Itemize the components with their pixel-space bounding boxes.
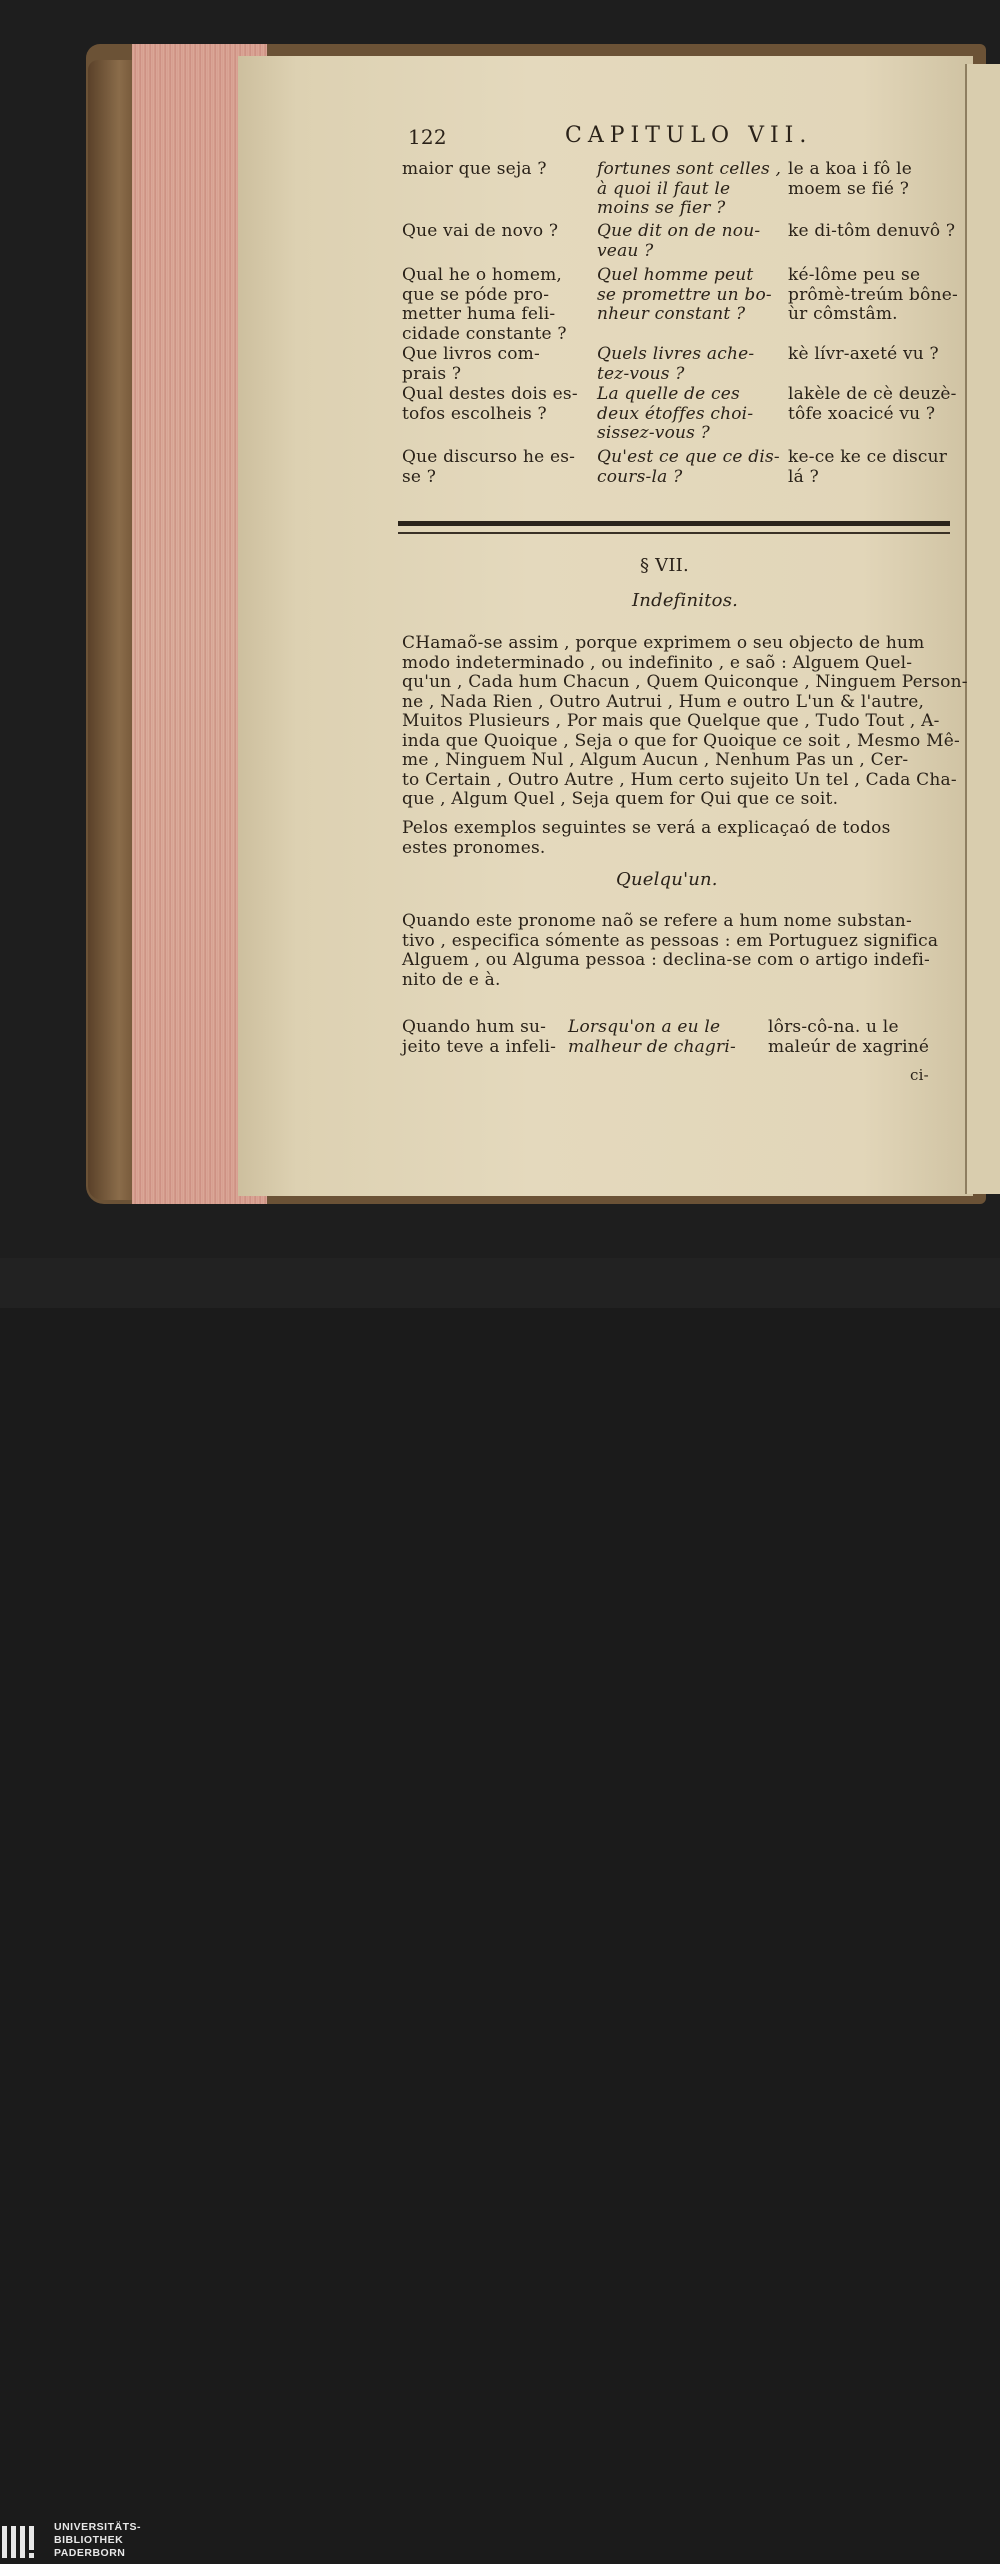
portuguese-cell: se ? — [402, 466, 437, 487]
french-cell: tez-vous ? — [597, 363, 685, 384]
pronunciation-cell: lá ? — [788, 466, 819, 487]
chapter-heading: CAPITULO VII. — [565, 123, 813, 148]
pronunciation-cell: ké-lôme peu se — [788, 265, 921, 285]
portuguese-cell: metter huma feli- — [402, 304, 556, 324]
library-footer — [0, 1258, 1000, 2559]
portuguese-cell: Qual destes dois es- — [402, 384, 578, 404]
french-cell: à quoi il faut le — [597, 178, 731, 199]
pronunciation-cell: ke di-tôm denuvô ? — [788, 221, 956, 241]
french-cell: Que dit on de nou- — [597, 221, 761, 241]
paragraph-line: estes pronomes. — [402, 837, 546, 858]
french-cell: Qu'est ce que ce dis- — [597, 447, 780, 467]
french-cell: nheur constant ? — [597, 304, 746, 324]
french-cell: cours-la ? — [597, 466, 683, 487]
subheading: Quelqu'un. — [616, 869, 718, 890]
library-name-line1: UNIVERSITÄTS- — [54, 2521, 142, 2533]
portuguese-cell: Que discurso he es- — [402, 447, 576, 467]
paragraph-line: Muitos Plusieurs , Por mais que Quelque que , Tudo Tout , A- — [402, 711, 940, 731]
facing-page-edge — [965, 64, 1000, 1194]
paragraph-line: Quando este pronome naõ se refere a hum nome substan- — [402, 911, 912, 931]
paragraph-line: tivo , especifica sómente as pessoas : em Portuguez significa — [402, 930, 939, 951]
library-logo-icon — [0, 2520, 46, 2564]
paragraph-line: inda que Quoique , Seja o que for Quoique ce soit , Mesmo Mê- — [402, 730, 960, 751]
paragraph-line: que , Algum Quel , Seja quem for Qui que ce soit. — [402, 789, 839, 809]
pronunciation-cell: ke-ce ke ce discur — [788, 447, 948, 467]
portuguese-cell: Quando hum su- — [402, 1017, 547, 1037]
portuguese-cell: maior que seja ? — [402, 159, 547, 179]
portuguese-cell: tofos escolheis ? — [402, 403, 547, 424]
section-title: Indefinitos. — [632, 590, 739, 611]
french-cell: veau ? — [597, 240, 654, 261]
paragraph-line: modo indeterminado , ou indefinito , e saõ : Alguem Quel- — [402, 652, 913, 673]
section-divider-thin — [398, 532, 950, 534]
pronunciation-cell: lakèle de cè deuzè- — [788, 384, 957, 404]
paragraph-line: ne , Nada Rien , Outro Autrui , Hum e outro L'un & l'autre, — [402, 691, 925, 712]
french-cell: deux étoffes choi- — [597, 403, 754, 424]
paragraph-line: CHamaõ-se assim , porque exprimem o seu objecto de hum — [402, 633, 925, 653]
paragraph-line: qu'un , Cada hum Chacun , Quem Quiconque , Ninguem Person- — [402, 672, 968, 692]
pronunciation-cell: ùr cômstâm. — [788, 304, 898, 324]
pronunciation-cell: le a koa i fô le — [788, 159, 912, 179]
portuguese-cell: que se póde pro- — [402, 284, 550, 305]
pronunciation-cell: moem se fié ? — [788, 178, 910, 199]
library-name — [54, 2521, 141, 2560]
pronunciation-cell: lôrs-cô-na. u le — [768, 1017, 899, 1037]
pronunciation-cell: prômè-treúm bône- — [788, 284, 958, 305]
paragraph-line: Pelos exemplos seguintes se verá a explicaçaó de todos — [402, 818, 891, 838]
french-cell: Quels livres ache- — [597, 344, 755, 364]
french-cell: sissez-vous ? — [597, 423, 711, 443]
library-name-line2: BIBLIOTHEK — [54, 2534, 124, 2546]
french-cell: moins se fier ? — [597, 198, 726, 218]
french-cell: malheur de chagri- — [568, 1036, 736, 1057]
portuguese-cell: Qual he o homem, — [402, 265, 563, 285]
portuguese-cell: prais ? — [402, 363, 462, 384]
paragraph-line: nito de e à. — [402, 969, 501, 990]
page-number: 122 — [408, 125, 447, 149]
library-name-line3: PADERBORN — [54, 2547, 126, 2559]
portuguese-cell: Que livros com- — [402, 344, 540, 364]
section-number: § VII. — [640, 555, 689, 576]
section-divider — [398, 521, 950, 526]
pronunciation-cell: maleúr de xagriné — [768, 1036, 930, 1057]
portuguese-cell: cidade constante ? — [402, 323, 567, 344]
french-cell: fortunes sont celles , — [597, 159, 782, 179]
catchword: ci- — [910, 1066, 929, 1084]
french-cell: Quel homme peut — [597, 265, 754, 285]
french-cell: Lorsqu'on a eu le — [568, 1017, 721, 1037]
french-cell: La quelle de ces — [597, 384, 740, 404]
french-cell: se promettre un bo- — [597, 284, 772, 305]
portuguese-cell: Que vai de novo ? — [402, 221, 559, 241]
paragraph-line: to Certain , Outro Autre , Hum certo sujeito Un tel , Cada Cha- — [402, 769, 957, 790]
paragraph-line: Alguem , ou Alguma pessoa : declina-se com o artigo indefi- — [402, 950, 930, 970]
paragraph-line: me , Ninguem Nul , Algum Aucun , Nenhum Pas un , Cer- — [402, 750, 909, 770]
book-scan — [0, 0, 1000, 1258]
pronunciation-cell: kè lívr-axeté vu ? — [788, 344, 939, 364]
portuguese-cell: jeito teve a infeli- — [402, 1036, 557, 1057]
pronunciation-cell: tôfe xoacicé vu ? — [788, 403, 936, 424]
